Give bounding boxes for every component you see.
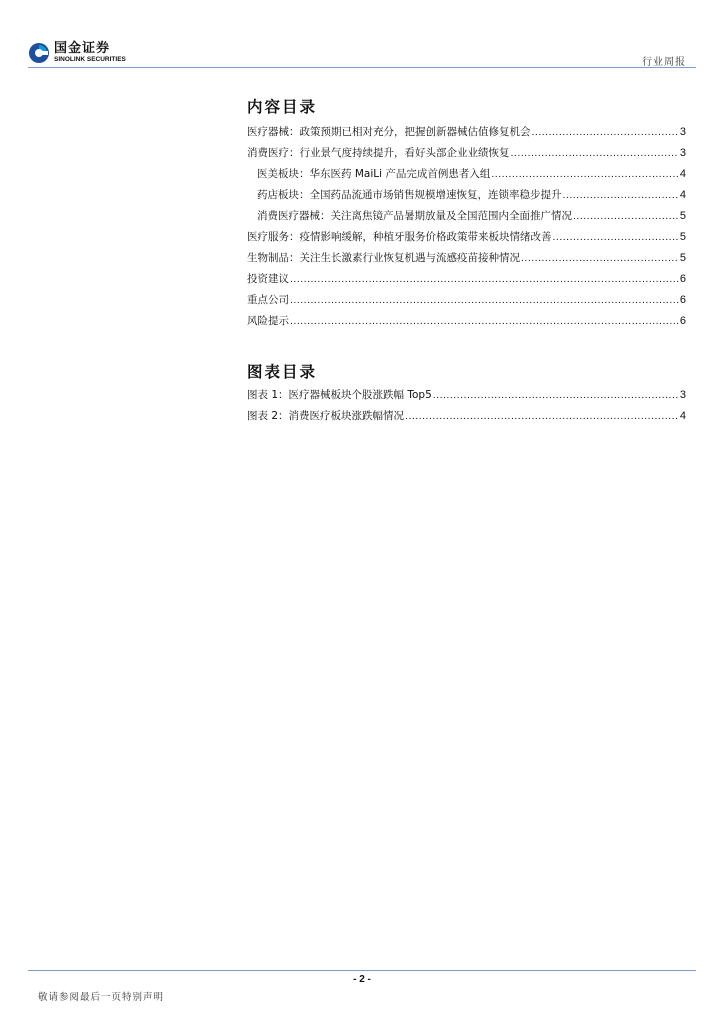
toc-entry[interactable] [247, 387, 686, 408]
toc-entry-page: 3 [679, 126, 686, 138]
contents-title: 内容目录 [247, 98, 318, 116]
toc-entry-title: 医疗器械：政策预期已相对充分，把握创新器械估值修复机会 [247, 126, 531, 138]
toc-entry[interactable] [247, 313, 686, 334]
toc-entry-page: 3 [679, 147, 686, 159]
logo-chinese-name: 国金证券 [54, 41, 111, 57]
toc-dot-leader [511, 147, 679, 159]
toc-dot-leader [405, 410, 679, 422]
toc-entry-page: 6 [679, 315, 686, 327]
toc-dot-leader [563, 189, 679, 201]
toc-entry-title: 医疗服务：疫情影响缓解，种植牙服务价格政策带来板块情绪改善 [247, 231, 552, 243]
logo-english-name: SINOLINK SECURITIES [54, 56, 126, 64]
toc-entry-title: 消费医疗器械：关注离焦镜产品暑期放量及全国范围内全面推广情况 [257, 210, 572, 222]
toc-dot-leader [290, 315, 679, 327]
figures-list [247, 387, 686, 429]
toc-dot-leader [573, 210, 679, 222]
toc-dot-leader [290, 294, 679, 306]
toc-entry-title: 生物制品：关注生长激素行业恢复机遇与流感疫苗接种情况 [247, 252, 520, 264]
toc-entry-page: 4 [679, 189, 686, 201]
toc-entry-page: 6 [679, 273, 686, 285]
toc-entry[interactable] [247, 250, 686, 271]
toc-dot-leader [521, 252, 679, 264]
toc-entry-page: 4 [679, 168, 686, 180]
footer-divider [28, 970, 696, 971]
toc-entry-title: 投资建议 [247, 273, 289, 285]
figures-title: 图表目录 [247, 363, 318, 381]
toc-entry[interactable] [247, 187, 686, 208]
toc-entry-title: 药店板块：全国药品流通市场销售规模增速恢复，连锁率稳步提升 [257, 189, 562, 201]
page-number: - 2 - [353, 974, 371, 985]
toc-entry-page: 5 [679, 210, 686, 222]
page-header [0, 0, 724, 80]
toc-entry[interactable] [247, 166, 686, 187]
toc-entry-title: 图表 1：医疗器械板块个股涨跌幅 Top5 [247, 389, 432, 401]
toc-dot-leader [491, 168, 679, 180]
toc-dot-leader [532, 126, 679, 138]
toc-entry-title: 消费医疗：行业景气度持续提升，看好头部企业业绩恢复 [247, 147, 510, 159]
toc-entry[interactable] [247, 124, 686, 145]
company-logo [28, 42, 126, 64]
toc-entry[interactable] [247, 271, 686, 292]
toc-entry-title: 重点公司 [247, 294, 289, 306]
report-type-label: 行业周报 [642, 57, 686, 68]
toc-entry[interactable] [247, 292, 686, 313]
disclaimer-note: 敬请参阅最后一页特别声明 [38, 992, 165, 1003]
contents-list [247, 124, 686, 334]
toc-entry[interactable] [247, 208, 686, 229]
toc-entry-page: 4 [679, 410, 686, 422]
toc-dot-leader [433, 389, 679, 401]
toc-entry-title: 医美板块：华东医药 MaiLi 产品完成首例患者入组 [257, 168, 491, 180]
toc-entry[interactable] [247, 145, 686, 166]
toc-entry-title: 风险提示 [247, 315, 289, 327]
toc-entry[interactable] [247, 408, 686, 429]
toc-entry-page: 5 [679, 252, 686, 264]
toc-entry-page: 5 [679, 231, 686, 243]
toc-dot-leader [290, 273, 679, 285]
toc-entry-title: 图表 2：消费医疗板块涨跌幅情况 [247, 410, 405, 422]
header-divider [28, 67, 696, 68]
toc-entry-page: 6 [679, 294, 686, 306]
sinolink-logo-icon [28, 42, 50, 64]
toc-entry-page: 3 [679, 389, 686, 401]
toc-dot-leader [553, 231, 679, 243]
toc-entry[interactable] [247, 229, 686, 250]
